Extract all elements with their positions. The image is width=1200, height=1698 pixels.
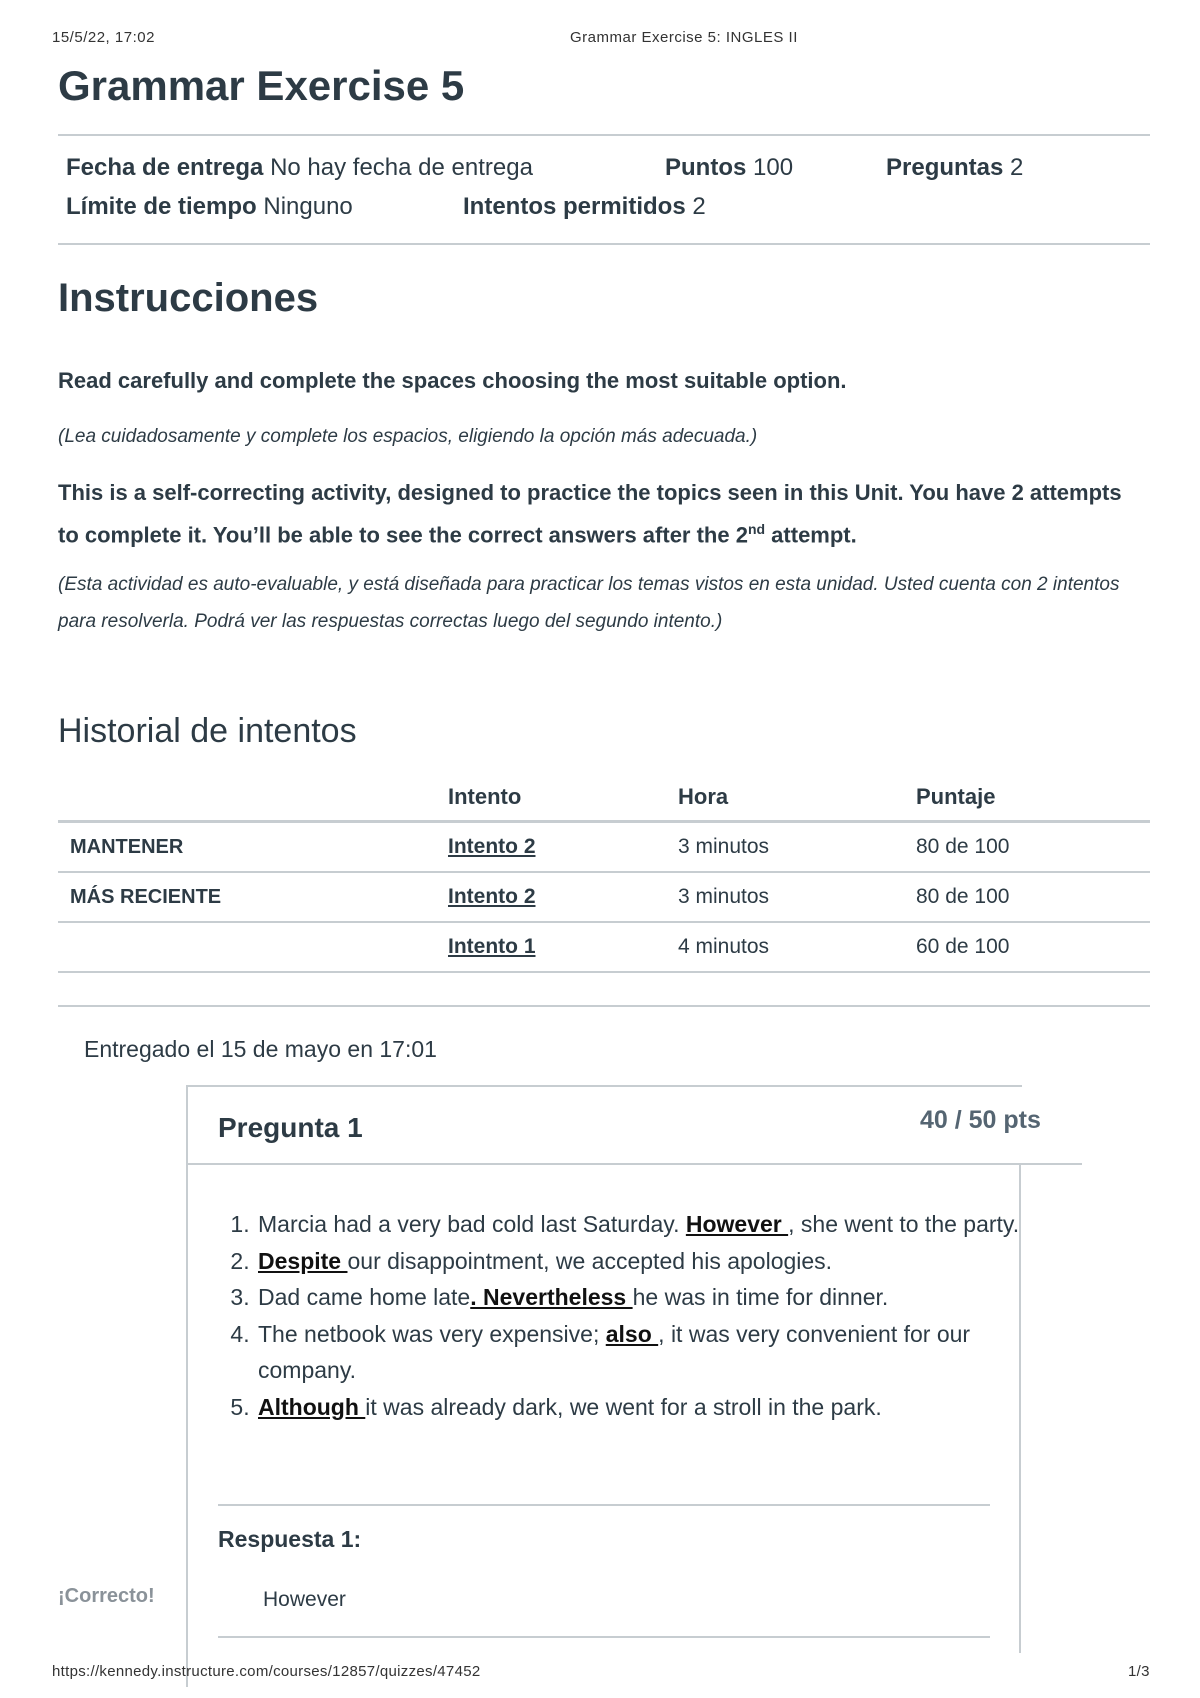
instructions-heading: Instrucciones [58, 276, 319, 320]
col-attempt: Intento [448, 776, 678, 822]
table-row [58, 872, 1150, 922]
question-card-border [186, 1618, 188, 1653]
points-value: 100 [753, 154, 794, 181]
attempt-time: 3 minutos [678, 872, 916, 922]
attempt-link[interactable]: Intento 1 [448, 935, 536, 958]
list-item [256, 1206, 1026, 1243]
divider [58, 243, 1150, 245]
instructions-line2-es: (Esta actividad es auto-evaluable, y está diseñada para practicar los temas vistos en esta unidad. Usted cuenta con 2 intentos para resolverla. Podrá ver las respuestas correctas luego del segundo intento.) [58, 574, 1120, 632]
list-item [256, 1279, 1026, 1316]
print-page-number: 1/3 [1128, 1663, 1150, 1680]
print-url: https://kennedy.instructure.com/courses/12857/quizzes/47452 [52, 1663, 481, 1680]
col-score: Puntaje [916, 776, 1150, 822]
due-label: Fecha de entrega [66, 154, 264, 181]
question-items [218, 1206, 1026, 1425]
item-answer: . Nevertheless [470, 1284, 633, 1310]
item-text: , it was very convenient for our company. [258, 1320, 971, 1383]
row-label: MANTENER [58, 822, 448, 873]
due-date [66, 154, 533, 182]
instructions-line2 [58, 474, 1138, 553]
table-row [58, 822, 1150, 873]
attempt-score: 80 de 100 [916, 872, 1150, 922]
item-text: our disappointment, we accepted his apologies. [347, 1247, 833, 1274]
instructions-line1: Read carefully and complete the spaces choosing the most suitable option. [58, 368, 847, 393]
time-limit-value: Ninguno [263, 193, 353, 220]
item-answer: Despite [258, 1247, 348, 1274]
submitted-date: Entregado el 15 de mayo en 17:01 [84, 1036, 437, 1062]
list-item [256, 1243, 1026, 1280]
allowed-attempts [463, 193, 706, 221]
item-text: he was in time for dinner. [632, 1284, 889, 1310]
item-answer: Although [258, 1393, 366, 1420]
table-header-row [58, 776, 1150, 822]
page-title: Grammar Exercise 5 [58, 62, 465, 109]
time-limit [66, 193, 353, 221]
item-text: , she went to the party. [788, 1211, 1020, 1237]
item-text: The netbook was very expensive; [258, 1320, 606, 1347]
row-label: MÁS RECIENTE [58, 872, 448, 922]
attempt-time: 3 minutos [678, 822, 916, 873]
time-limit-label: Límite de tiempo [66, 193, 257, 220]
question-points: 40 / 50 pts [920, 1106, 1041, 1134]
allowed-attempts-value: 2 [692, 193, 706, 220]
divider [58, 134, 1150, 136]
allowed-attempts-label: Intentos permitidos [463, 193, 686, 220]
instructions-line2-text: This is a self-correcting activity, designed to practice the topics seen in this Unit. You have 2 attempts to complete it. You’ll be able to see the correct answers after the 2 [58, 480, 1122, 548]
divider [218, 1504, 990, 1506]
col-label [58, 776, 448, 822]
questions-value: 2 [1010, 154, 1024, 181]
due-value: No hay fecha de entrega [270, 154, 533, 181]
points-label: Puntos [665, 154, 747, 181]
response-label: Respuesta 1: [218, 1526, 362, 1552]
correct-status: ¡Correcto! [58, 1585, 155, 1607]
list-item [256, 1316, 1026, 1389]
history-heading: Historial de intentos [58, 712, 357, 750]
attempt-history-table [58, 776, 1150, 973]
item-answer: However [685, 1211, 789, 1237]
instructions-line1-es: (Lea cuidadosamente y complete los espacios, eligiendo la opción más adecuada.) [58, 426, 758, 447]
divider [58, 1005, 1150, 1007]
table-row [58, 922, 1150, 972]
points [665, 154, 793, 182]
print-datetime: 15/5/22, 17:02 [52, 29, 155, 46]
response-value: However [263, 1588, 346, 1611]
attempt-score: 80 de 100 [916, 822, 1150, 873]
questions [886, 154, 1023, 182]
divider [218, 1636, 990, 1638]
list-item [256, 1389, 1026, 1426]
question-title: Pregunta 1 [218, 1112, 363, 1143]
instructions-line2-sup: nd [747, 521, 766, 537]
attempt-link[interactable]: Intento 2 [448, 835, 536, 858]
attempt-score: 60 de 100 [916, 922, 1150, 972]
col-time: Hora [678, 776, 916, 822]
row-label [58, 922, 448, 972]
instructions-line2-end: attempt. [765, 522, 857, 548]
item-text: Marcia had a very bad cold last Saturday. [258, 1211, 686, 1237]
attempt-time: 4 minutos [678, 922, 916, 972]
item-text: it was already dark, we went for a stroll in the park. [365, 1393, 882, 1420]
questions-label: Preguntas [886, 154, 1004, 181]
attempt-link[interactable]: Intento 2 [448, 885, 536, 908]
item-answer: also [605, 1320, 659, 1347]
print-page-title: Grammar Exercise 5: INGLES II [570, 29, 798, 46]
item-text: Dad came home late [258, 1284, 471, 1310]
